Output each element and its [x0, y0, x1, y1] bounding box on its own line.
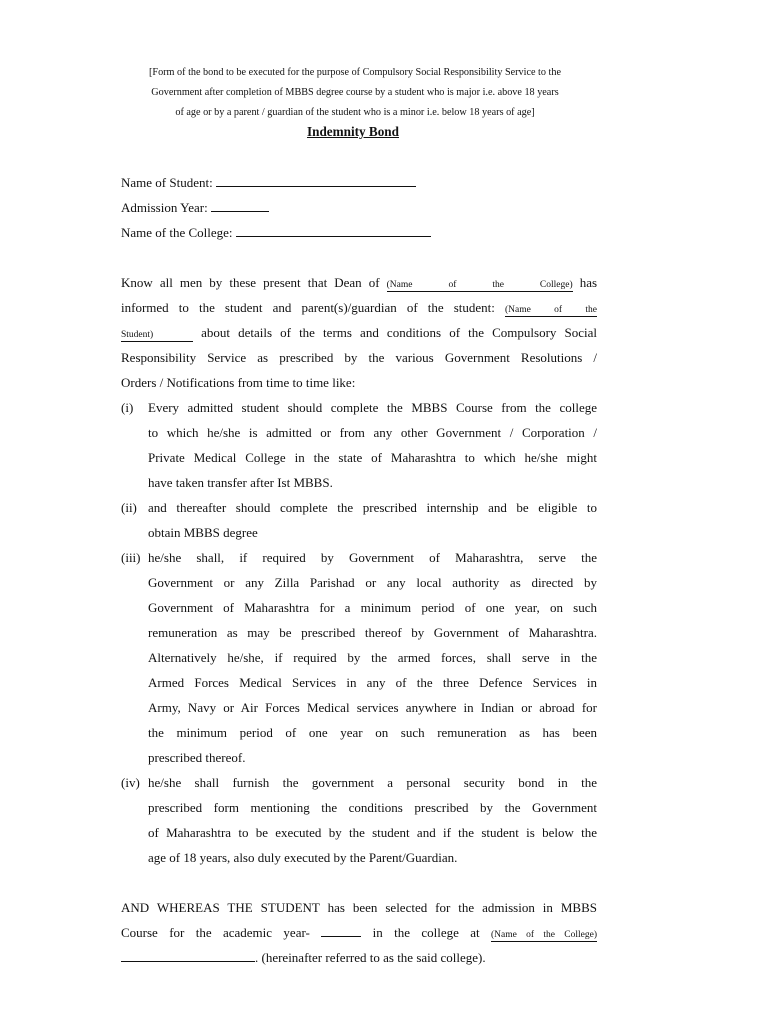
- item-number: (i): [121, 400, 134, 415]
- note-line-2: Government after completion of MBBS degree course by a student who is major i.e. above 18 years: [151, 87, 559, 98]
- item-line: he/she shall, if required by Government of Maharashtra, serve the: [148, 550, 597, 565]
- item-line: remuneration as may be prescribed thereof by Government of Maharashtra.: [148, 625, 597, 640]
- academic-year-blank[interactable]: [321, 936, 361, 937]
- item-line: of Maharashtra to be executed by the student and if the student is below the: [148, 825, 597, 840]
- college-placeholder-2-text: (Name of the College): [491, 930, 597, 940]
- condition-item-iv: [121, 770, 597, 870]
- college-name-field[interactable]: [121, 224, 431, 242]
- item-line: prescribed thereof.: [148, 750, 246, 765]
- student-name-blank[interactable]: [216, 176, 416, 187]
- admission-year-blank[interactable]: [211, 201, 269, 212]
- condition-item-iii: [121, 545, 597, 770]
- item-line: the minimum period of one year on such remuneration as has been: [148, 725, 597, 740]
- student-name-placeholder[interactable]: [505, 304, 597, 317]
- item-line: Every admitted student should complete the MBBS Course from the college: [148, 400, 597, 415]
- item-line: Government or any Zilla Parishad or any local authority as directed by: [148, 575, 597, 590]
- student-placeholder-text-2: Student): [121, 330, 154, 340]
- admission-year-label: Admission Year:: [121, 200, 208, 215]
- item-line: Alternatively he/she, if required by the armed forces, shall serve in the: [148, 650, 597, 665]
- para2-line-2: [121, 920, 597, 945]
- para1-line-5: Orders / Notifications from time to time like:: [121, 375, 356, 390]
- para1-line-1: [121, 270, 597, 295]
- para1-text-c: informed to the student and parent(s)/guardian of the student:: [121, 300, 495, 315]
- know-all-men-paragraph: [121, 270, 597, 395]
- conditions-list: [121, 395, 597, 870]
- item-line: Government of Maharashtra for a minimum period of one year, on such: [148, 600, 597, 615]
- para2-line-3: [121, 945, 597, 970]
- para1-text-d: about details of the terms and conditions of the Compulsory Social: [201, 325, 597, 340]
- college-placeholder-text: (Name of the College): [386, 280, 573, 290]
- item-line: have taken transfer after Ist MBBS.: [148, 475, 333, 490]
- college-name-placeholder[interactable]: [387, 279, 573, 292]
- para2-line-1: AND WHEREAS THE STUDENT has been selected for the admission in MBBS: [121, 900, 597, 915]
- condition-item-i: [121, 395, 597, 495]
- whereas-paragraph: [121, 895, 597, 970]
- item-number: (ii): [121, 500, 137, 515]
- para2-text-a: Course for the academic year-: [121, 925, 310, 940]
- item-line: he/she shall furnish the government a personal security bond in the: [148, 775, 597, 790]
- college-name-blank-2[interactable]: [121, 961, 255, 962]
- college-placeholder-2[interactable]: [491, 929, 597, 942]
- para1-text-b: has: [579, 275, 598, 290]
- item-line: Army, Navy or Air Forces Medical services anywhere in Indian or abroad for: [148, 700, 597, 715]
- item-line: Armed Forces Medical Services in any of the three Defence Services in: [148, 675, 597, 690]
- item-number: (iii): [121, 550, 141, 565]
- college-name-label: Name of the College:: [121, 225, 233, 240]
- para2-text-b: in the college at: [372, 925, 480, 940]
- note-line-3: of age or by a parent / guardian of the student who is a minor i.e. below 18 years of age]: [175, 107, 535, 118]
- item-line: age of 18 years, also duly executed by the Parent/Guardian.: [148, 850, 458, 865]
- item-line: Private Medical College in the state of Maharashtra to which he/she might: [148, 450, 597, 465]
- student-placeholder-text-1: (Name of the: [505, 305, 598, 315]
- item-line: obtain MBBS degree: [148, 525, 258, 540]
- item-line: and thereafter should complete the prescribed internship and be eligible to: [148, 500, 597, 515]
- student-name-field[interactable]: [121, 174, 416, 192]
- student-name-label: Name of Student:: [121, 175, 213, 190]
- item-number: (iv): [121, 775, 140, 790]
- document-title: Indemnity Bond: [307, 124, 399, 139]
- para2-text-c: . (hereinafter referred to as the said college).: [255, 950, 486, 965]
- college-name-blank[interactable]: [236, 226, 431, 237]
- student-name-placeholder-cont[interactable]: [121, 329, 193, 342]
- para1-line-4: Responsibility Service as prescribed by the various Government Resolutions /: [121, 350, 597, 365]
- para1-line-2: [121, 295, 597, 320]
- note-line-1: [Form of the bond to be executed for the purpose of Compulsory Social Responsibility Service to the: [149, 67, 561, 78]
- para1-line-3: [121, 320, 597, 345]
- item-line: to which he/she is admitted or from any other Government / Corporation /: [148, 425, 597, 440]
- bond-form-note: [110, 63, 600, 123]
- para1-text-a: Know all men by these present that Dean of: [121, 275, 380, 290]
- item-line: prescribed form mentioning the conditions prescribed by the Government: [148, 800, 597, 815]
- admission-year-field[interactable]: [121, 199, 269, 217]
- condition-item-ii: [121, 495, 597, 545]
